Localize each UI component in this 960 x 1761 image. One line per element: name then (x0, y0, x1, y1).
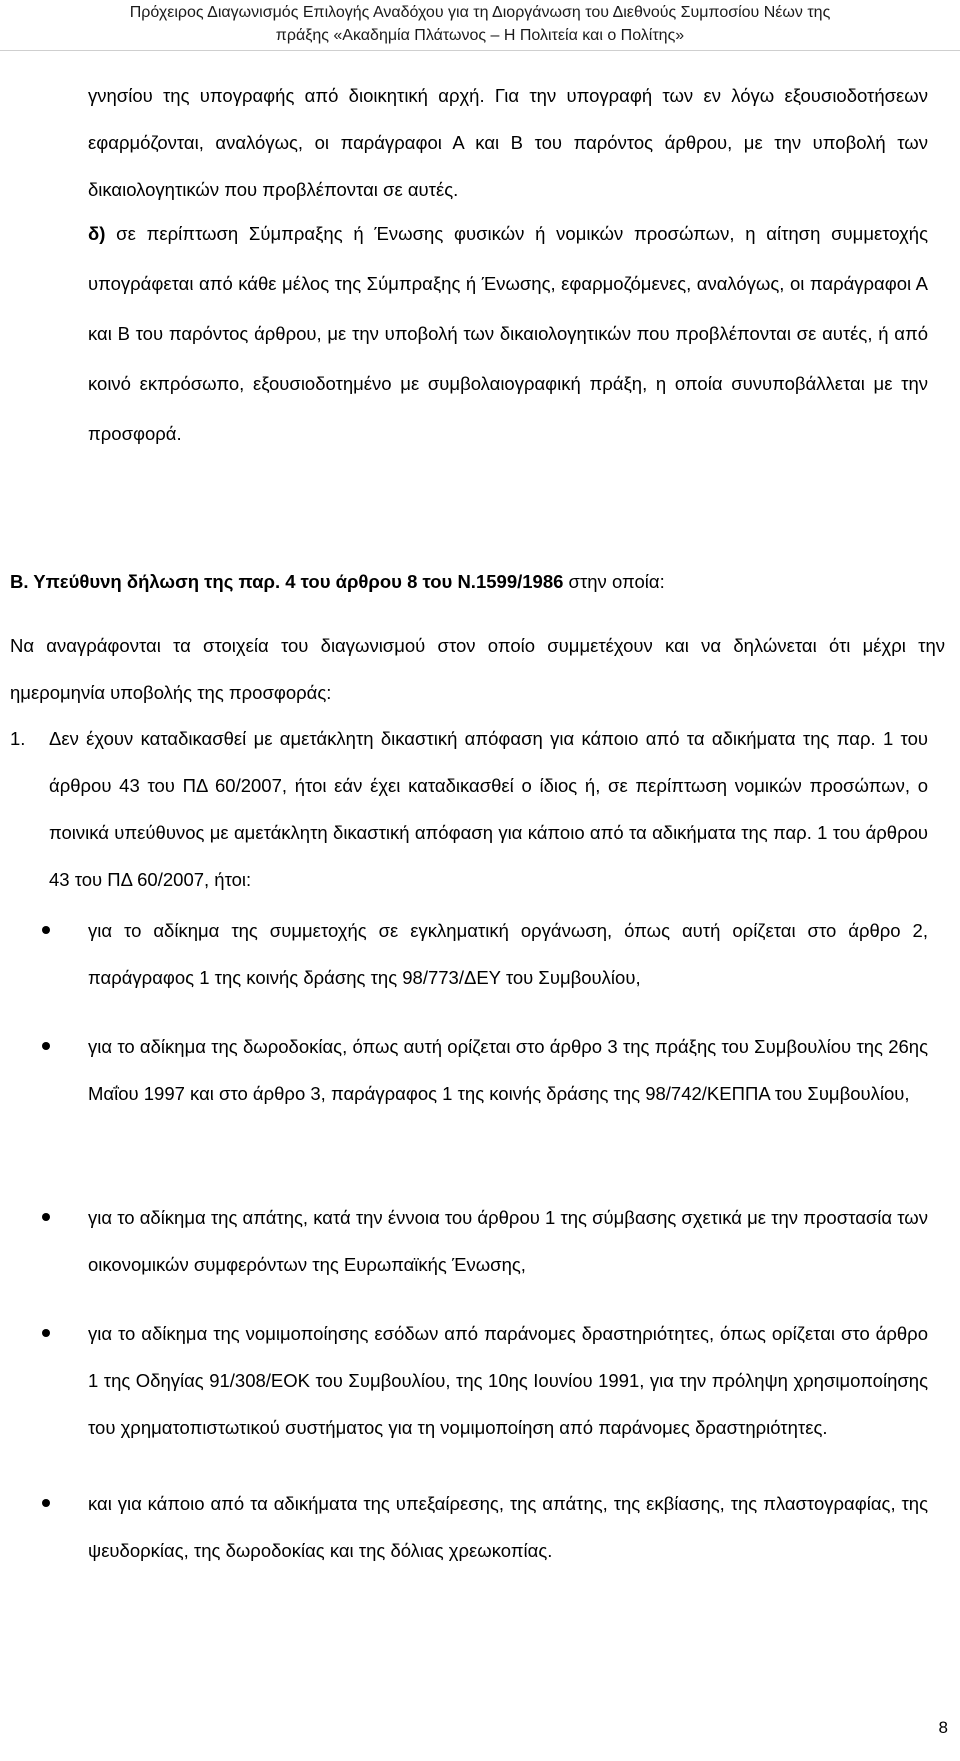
bullet-text: για το αδίκημα της νομιμοποίησης εσόδων από παράνομες δραστηριότητες, όπως ορίζεται στο άρθρο 1 της Οδηγίας 91/308/ΕΟΚ του Συμβουλίου, της 10ης Ιουνίου 1991, για την πρόληψη χρησιμοποίησης του χρηματοπιστωτικού συστήματος για τη νομιμοποίηση από παράνομες δραστηριότητες. (88, 1323, 928, 1438)
header-divider (0, 50, 960, 51)
section-heading-rest: στην οποία: (563, 571, 665, 592)
page-number: 8 (938, 1718, 948, 1737)
bullet-dot-icon (42, 1213, 50, 1221)
page-header (0, 0, 960, 50)
bullet-text: για το αδίκημα της συμμετοχής σε εγκληματική οργάνωση, όπως αυτή ορίζεται στο άρθρο 2, παράγραφος 1 της κοινής δράσης της 98/773/ΔΕΥ του Συμβουλίου, (88, 920, 928, 988)
section-heading-bold: Β. Υπεύθυνη δήλωση της παρ. 4 του άρθρου 8 του Ν.1599/1986 (10, 571, 564, 592)
bullet-text: και για κάποιο από τα αδικήματα της υπεξαίρεσης, της απάτης, της εκβίασης, της πλαστογραφίας, της ψευδορκίας, της δωροδοκίας και της δόλιας χρεωκοπίας. (88, 1493, 928, 1561)
paragraph-consortium (88, 209, 928, 459)
paragraph-consortium-text: σε περίπτωση Σύμπραξης ή Ένωσης φυσικών ή νομικών προσώπων, η αίτηση συμμετοχής υπογράφεται από κάθε μέλος της Σύμπραξης ή Ένωσης, εφαρμοζόμενες, αναλόγως, οι παράγραφοι Α και Β του παρόντος άρθρου, με την υποβολή των δικαιολογητικών που προβλέπονται σε αυτές, ή από κοινό εκπρόσωπο, εξουσιοδοτημένο με συμβολαιογραφική πράξη, η οποία συνυποβάλλεται με την προσφορά. (88, 223, 928, 444)
bullet-dot-icon (42, 1329, 50, 1337)
bullet-dot-icon (42, 1042, 50, 1050)
paragraph-declaration-intro: Να αναγράφονται τα στοιχεία του διαγωνισμού στον οποίο συμμετέχουν και να δηλώνεται ότι μέχρι την ημερομηνία υποβολής της προσφοράς: (10, 635, 945, 703)
paragraph-signature-authentication: γνησίου της υπογραφής από διοικητική αρχή. Για την υπογραφή των εν λόγω εξουσιοδοτήσεων εφαρμόζονται, αναλόγως, οι παράγραφοι Α και Β του παρόντος άρθρου, με την υποβολή των δικαιολογητικών που προβλέπονται σε αυτές. (88, 85, 928, 200)
bullet-dot-icon (42, 1499, 50, 1507)
bullet-text: για το αδίκημα της απάτης, κατά την έννοια του άρθρου 1 της σύμβασης σχετικά με την προστασία των οικονομικών συμφερόντων της Ευρωπαϊκής Ένωσης, (88, 1207, 928, 1275)
section-heading (10, 567, 665, 597)
bullet-dot-icon (42, 926, 50, 934)
item-text: Δεν έχουν καταδικασθεί με αμετάκλητη δικαστική απόφαση για κάποιο από τα αδικήματα της παρ. 1 του άρθρου 43 του ΠΔ 60/2007, ήτοι εάν έχει καταδικασθεί ο ίδιος ή, σε περίπτωση νομικών προσώπων, ο ποινικά υπεύθυνος με αμετάκλητη δικαστική απόφαση για κάποιο από τα αδικήματα της παρ. 1 του άρθρου 43 του ΠΔ 60/2007, ήτοι: (49, 728, 928, 890)
item-number: 1. (10, 728, 26, 749)
bullet-text: για το αδίκημα της δωροδοκίας, όπως αυτή ορίζεται στο άρθρο 3 της πράξης του Συμβουλίου της 26ης Μαΐου 1997 και στο άρθρο 3, παράγραφος 1 της κοινής δράσης της 98/742/ΚΕΠΠΑ του Συμβουλίου, (88, 1036, 928, 1104)
header-line-2: πράξης «Ακαδημία Πλάτωνος – Η Πολιτεία και ο Πολίτης» (275, 27, 685, 44)
header-line-1: Πρόχειρος Διαγωνισμός Επιλογής Αναδόχου για τη Διοργάνωση του Διεθνούς Συμποσίου Νέων της (129, 4, 831, 21)
paragraph-label: δ) (88, 223, 106, 244)
